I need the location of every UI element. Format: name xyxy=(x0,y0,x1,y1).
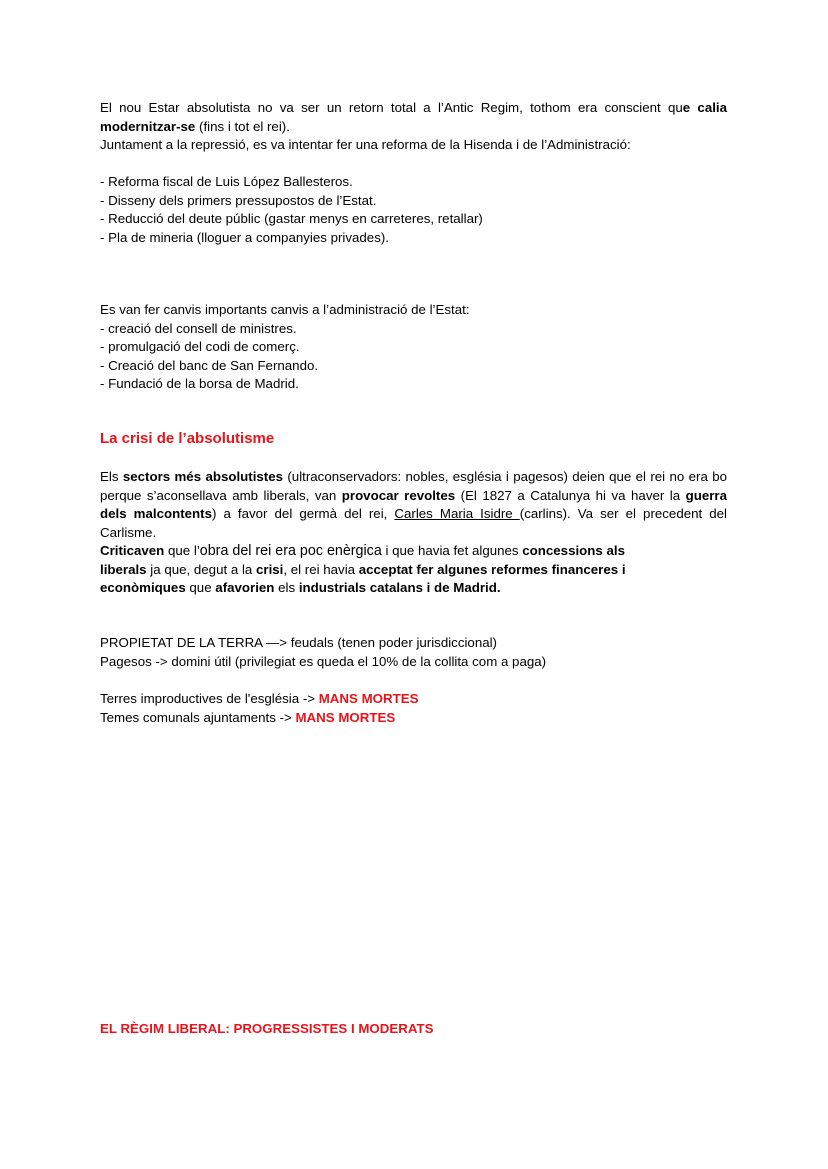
list-item: - Fundació de la borsa de Madrid. xyxy=(100,376,299,392)
section-heading-liberal: EL RÈGIM LIBERAL: PROGRESSISTES I MODERATS xyxy=(100,1021,434,1036)
land-line: Temes comunals ajuntaments -> MANS MORTES xyxy=(100,709,396,725)
reform-list xyxy=(100,173,727,247)
paragraph-criticism: Criticaven que l’obra del rei era poc enèrgica i que havia fet algunes concessions als liberals ja que, degut a la crisi, el rei havia acceptat fer algunes reformes financeres i econòmiques que afavorien els industrials catalans i de Madrid. xyxy=(100,543,626,596)
mans-mortes xyxy=(100,690,727,727)
list-item: - Pla de mineria (lloguer a companyies privades). xyxy=(100,229,389,245)
list-item: - creació del consell de ministres. xyxy=(100,320,297,336)
land-ownership xyxy=(100,634,727,671)
land-line: Pagesos -> domini útil (privilegiat es queda el 10% de la collita com a paga) xyxy=(100,653,547,669)
paragraph-crisis: Els sectors més absolutistes (ultraconservadors: nobles, església i pagesos) deien que el rei no era bo perque s’aconsellava amb liberals, van provocar revoltes (El 1827 a Catalunya hi va haver la guerra dels malcontents) a favor del germà del rei, Carles Maria Isidre (carlins). Va ser el precedent del Carlisme. xyxy=(100,469,727,540)
list-item: - Disseny dels primers pressupostos de l’Estat. xyxy=(100,192,377,208)
land-line: Terres improductives de l'església -> MANS MORTES xyxy=(100,691,419,706)
paragraph-intro: El nou Estar absolutista no va ser un retorn total a l’Antic Regim, tothom era conscient que calia modernitzar-se (fins i tot el rei). Juntament a la repressió, es va intentar fer una reforma de la Hisenda i de l’Administració: xyxy=(100,100,727,153)
admin-changes xyxy=(100,301,727,394)
admin-intro: Es van fer canvis importants canvis a l’administració de l’Estat: xyxy=(100,302,470,317)
list-item: - Reducció del deute públic (gastar menys en carreteres, retallar) xyxy=(100,211,483,227)
list-item: - Reforma fiscal de Luis López Ballesteros. xyxy=(100,174,353,189)
land-line: PROPIETAT DE LA TERRA —> feudals (tenen poder jurisdiccional) xyxy=(100,635,497,650)
list-item: - Creació del banc de San Fernando. xyxy=(100,357,319,373)
list-item: - promulgació del codi de comerç. xyxy=(100,339,300,355)
section-heading-crisis: La crisi de l’absolutisme xyxy=(100,430,275,447)
